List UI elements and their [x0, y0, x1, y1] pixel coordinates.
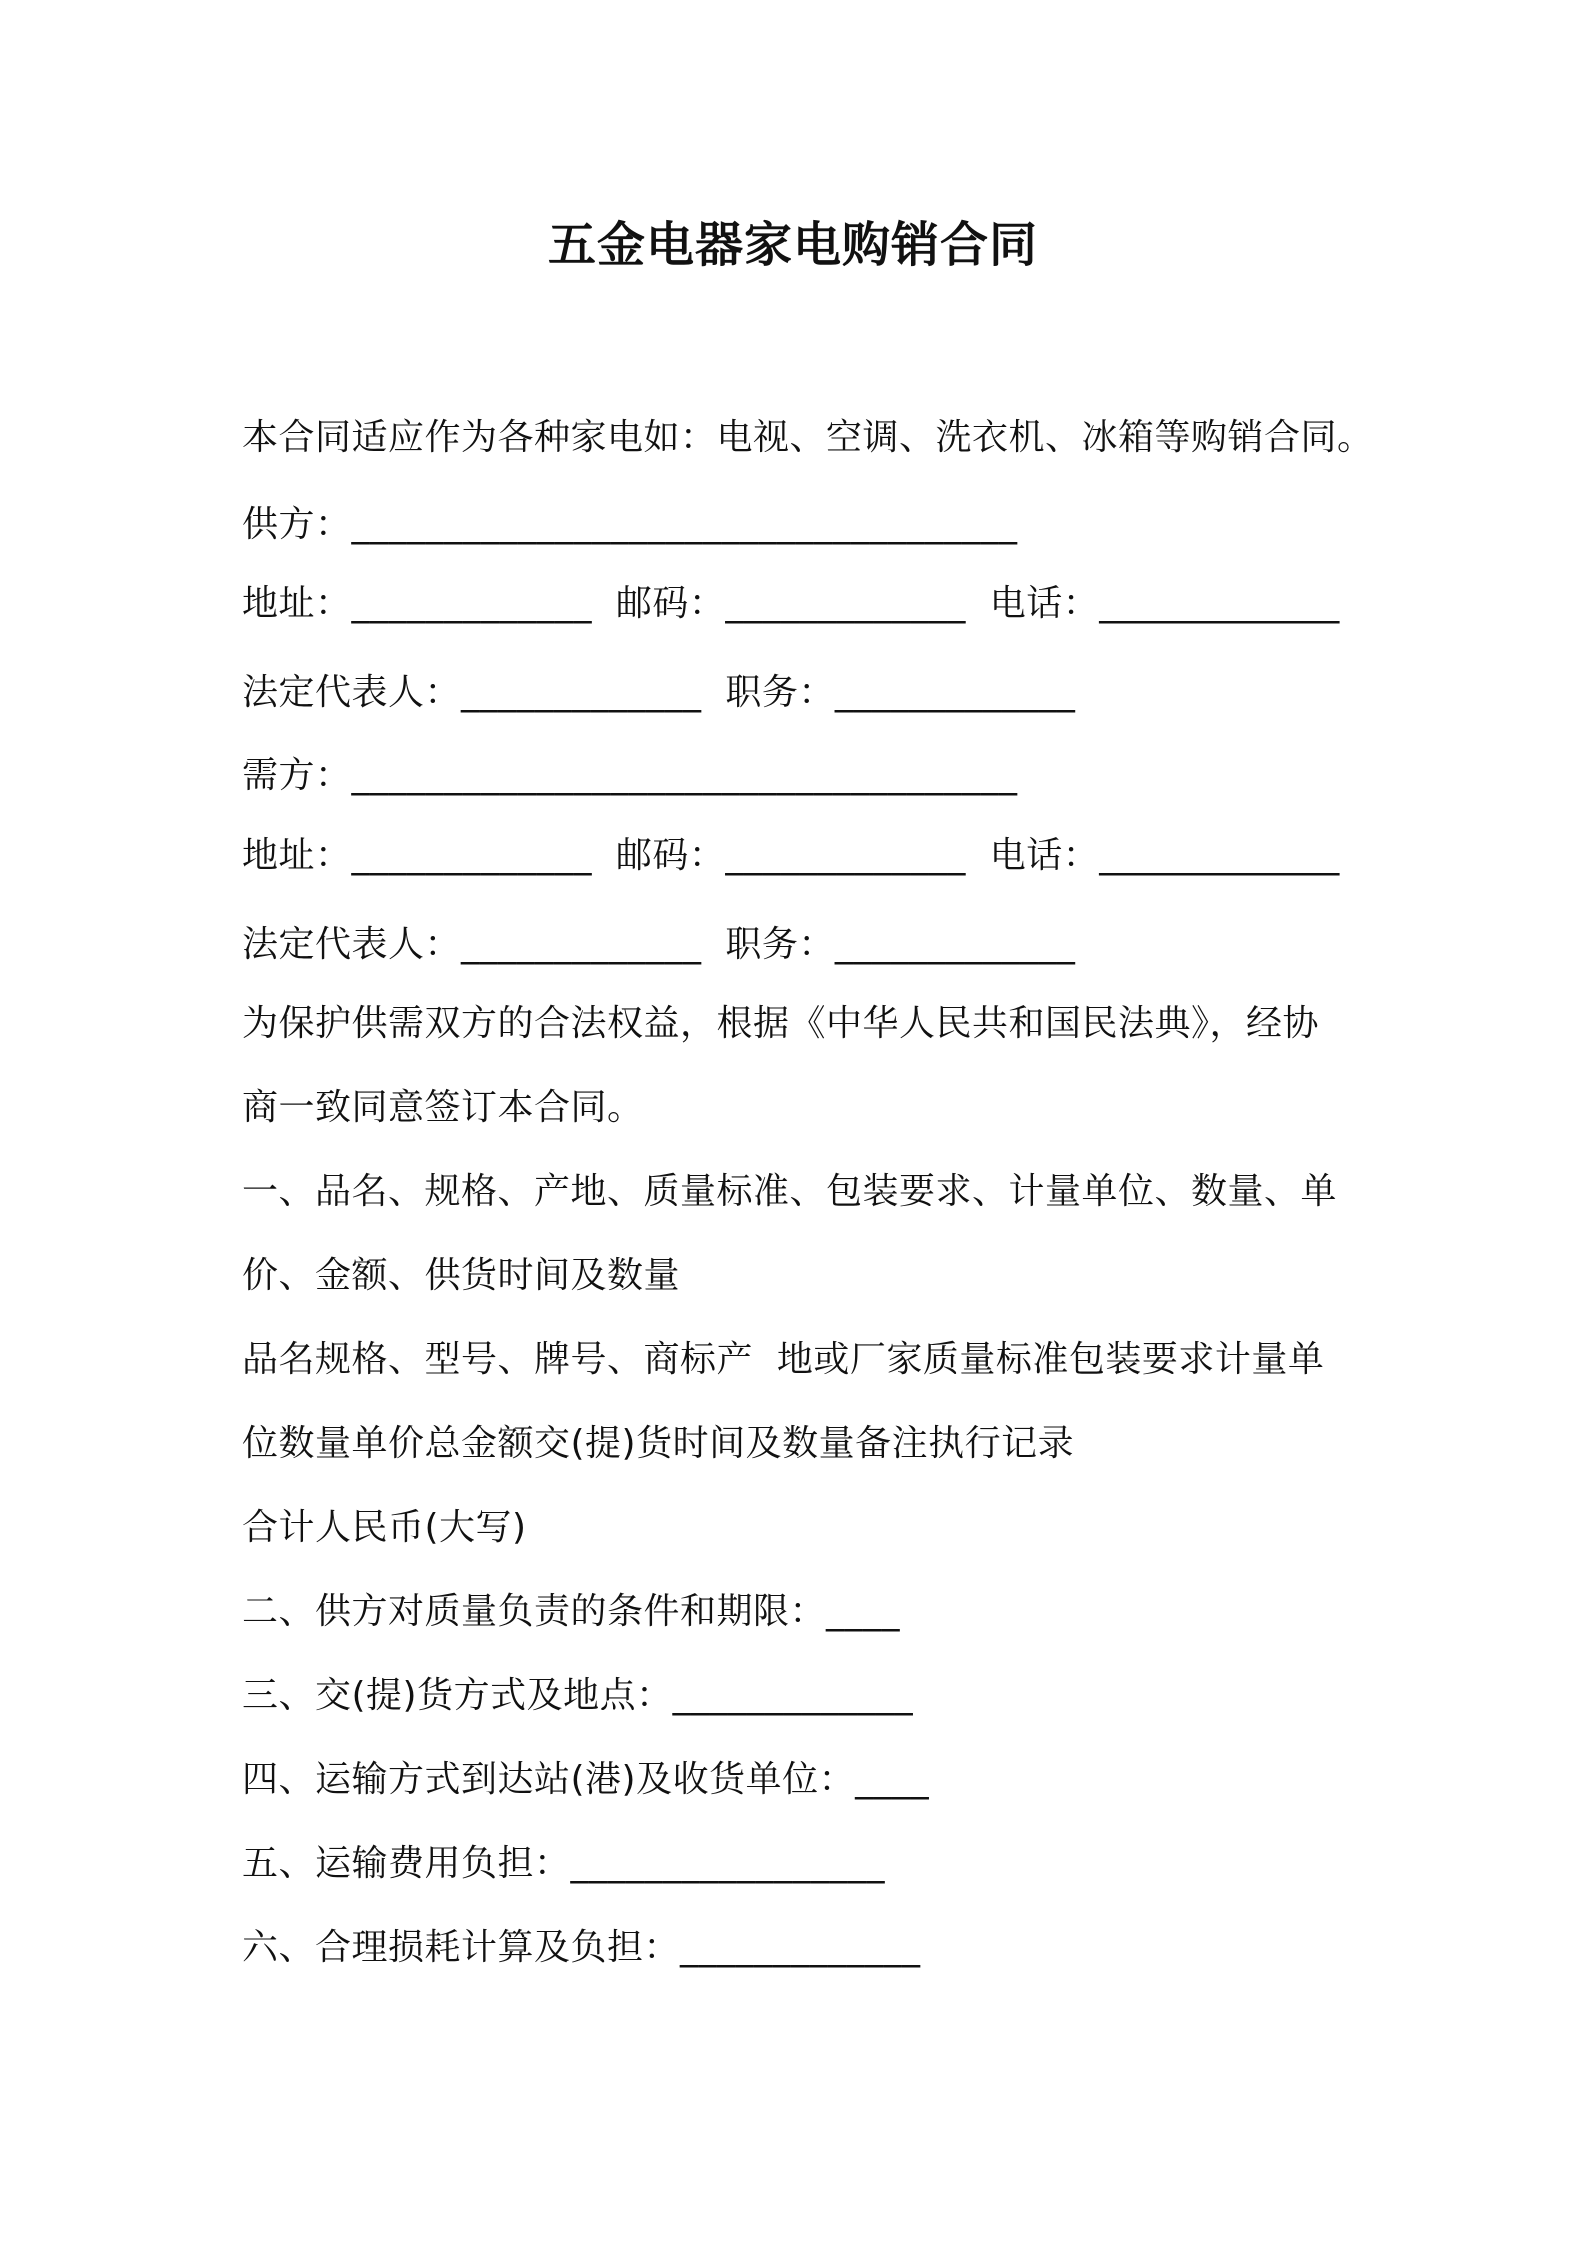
- buyer-line: 需方：____________________________________: [242, 755, 1018, 796]
- intro-line: 本合同适应作为各种家电如：电视、空调、洗衣机、冰箱等购销合同。: [242, 417, 1374, 458]
- buyer-representative-line: 法定代表人：_____________ 职务：_____________: [242, 924, 1076, 965]
- clause-6-line: 六、合理损耗计算及负担：_____________: [242, 1927, 921, 1968]
- supplier-representative-line: 法定代表人：_____________ 职务：_____________: [242, 672, 1076, 713]
- clause-5-line: 五、运输费用负担：_________________: [242, 1843, 886, 1884]
- table-header-line-1: 品名规格、型号、牌号、商标产 地或厂家质量标准包装要求计量单: [242, 1339, 1325, 1380]
- total-amount-line: 合计人民币(大写): [242, 1507, 527, 1548]
- clause-3-line: 三、交(提)货方式及地点：_____________: [242, 1675, 914, 1716]
- clause-2-line: 二、供方对质量负责的条件和期限：____: [242, 1591, 901, 1632]
- buyer-address-line: 地址：_____________ 邮码：_____________ 电话：_____________: [242, 835, 1340, 876]
- clause-1-line-2: 价、金额、供货时间及数量: [242, 1255, 681, 1296]
- supplier-address-line: 地址：_____________ 邮码：_____________ 电话：_____________: [242, 583, 1340, 624]
- supplier-line: 供方：____________________________________: [242, 504, 1018, 545]
- clause-1-line-1: 一、品名、规格、产地、质量标准、包装要求、计量单位、数量、单: [242, 1171, 1338, 1212]
- preamble-line-2: 商一致同意签订本合同。: [242, 1087, 644, 1128]
- document-title: 五金电器家电购销合同: [547, 217, 1038, 273]
- table-header-line-2: 位数量单价总金额交(提)货时间及数量备注执行记录: [242, 1423, 1075, 1464]
- clause-4-line: 四、运输方式到达站(港)及收货单位：____: [242, 1759, 930, 1800]
- preamble-line-1: 为保护供需双方的合法权益，根据《中华人民共和国民法典》，经协: [242, 1003, 1320, 1044]
